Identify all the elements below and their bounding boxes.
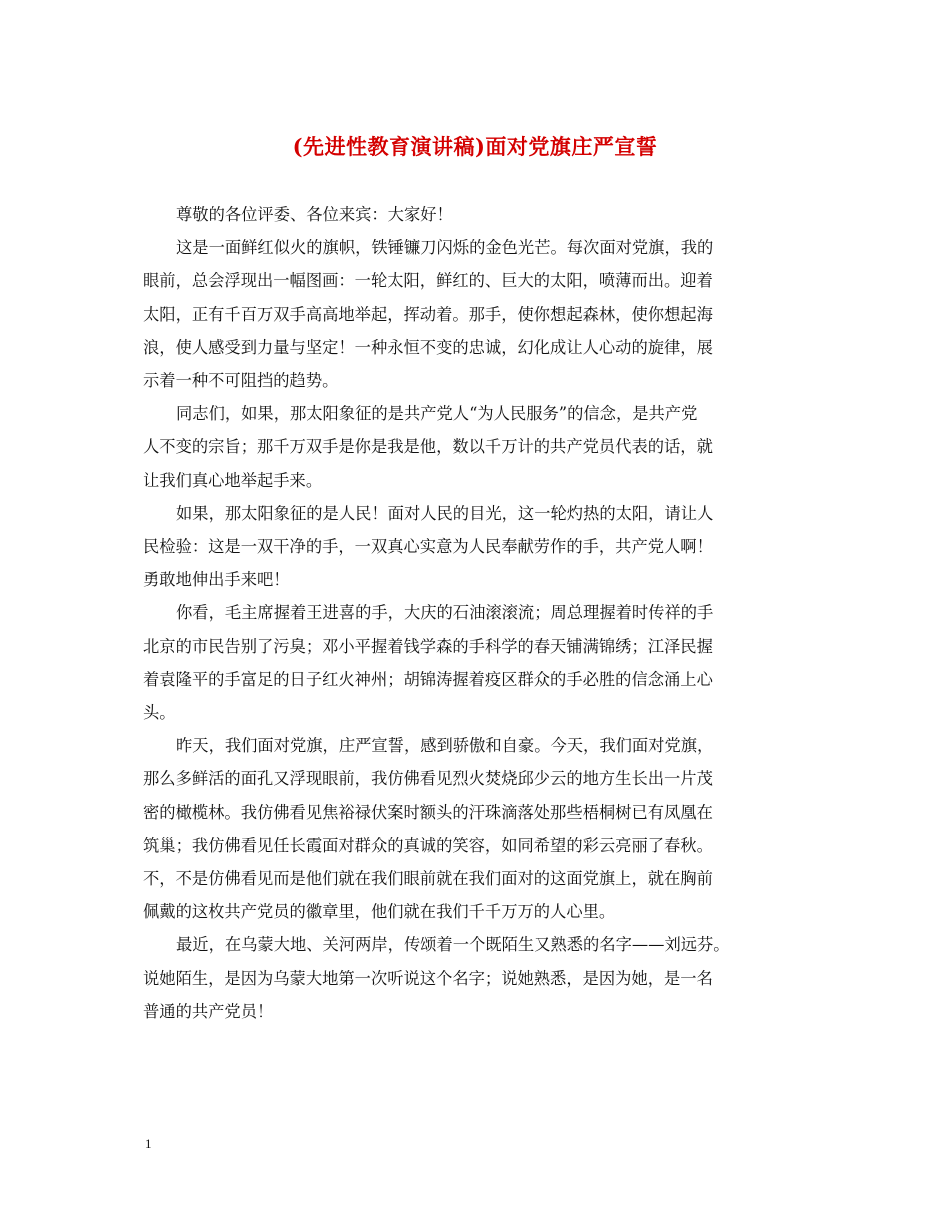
paragraph [143, 397, 813, 497]
paragraph [143, 231, 813, 397]
paragraph-line: 密的橄榄林。我仿佛看见焦裕禄伏案时额头的汗珠滴落处那些梧桐树已有凤凰在 [143, 802, 713, 822]
paragraph-line: 浪，使人感受到力量与坚定！一种永恒不变的忠诚，幻化成让人心动的旋律，展 [143, 337, 713, 357]
paragraph-line: 说她陌生，是因为乌蒙大地第一次听说这个名字；说她熟悉，是因为她，是一名 [143, 968, 713, 988]
paragraph [143, 596, 813, 729]
paragraph-line: 这是一面鲜红似火的旗帜，铁锤镰刀闪烁的金色光芒。每次面对党旗，我的 [176, 238, 714, 258]
paragraph-line: 你看，毛主席握着王进喜的手，大庆的石油滚滚流；周总理握着时传祥的手 [176, 603, 714, 623]
paragraph-line: 人不变的宗旨；那千万双手是你是我是他，数以千万计的共产党员代表的话，就 [143, 437, 713, 457]
paragraph-line: 如果，那太阳象征的是人民！面对人民的目光，这一轮灼热的太阳，请让人 [176, 503, 714, 523]
paragraph-line: 太阳，正有千百万双手高高地举起，挥动着。那手，使你想起森林，使你想起海 [143, 304, 713, 324]
paragraph-line: 佩戴的这枚共产党员的徽章里，他们就在我们千千万万的人心里。 [143, 902, 616, 922]
document-body [143, 198, 813, 1028]
paragraph-line: 让我们真心地举起手来。 [143, 470, 323, 490]
paragraph-line: 眼前，总会浮现出一幅图画：一轮太阳，鲜红的、巨大的太阳，喷薄而出。迎着 [143, 271, 713, 291]
paragraph [143, 729, 813, 928]
paragraph-line: 同志们，如果，那太阳象征的是共产党人“为人民服务”的信念，是共产党 [176, 404, 698, 424]
page-number: 1 [145, 1136, 152, 1151]
paragraph-line: 尊敬的各位评委、各位来宾：大家好！ [176, 205, 453, 224]
paragraph-line: 最近，在乌蒙大地、关河两岸，传颂着一个既陌生又熟悉的名字——刘远芬。 [176, 935, 730, 955]
document-title: (先进性教育演讲稿)面对党旗庄严宣誓 [292, 134, 658, 159]
paragraph-line: 那么多鲜活的面孔又浮现眼前，我仿佛看见烈火焚烧邱少云的地方生长出一片茂 [143, 769, 713, 789]
paragraph [143, 198, 813, 231]
paragraph [143, 928, 813, 1028]
paragraph-line: 示着一种不可阻挡的趋势。 [143, 371, 339, 391]
paragraph-line: 昨天，我们面对党旗，庄严宣誓，感到骄傲和自豪。今天，我们面对党旗， [176, 736, 714, 756]
paragraph [143, 497, 813, 597]
paragraph-line: 勇敢地伸出手来吧！ [143, 570, 290, 590]
paragraph-line: 不，不是仿佛看见而是他们就在我们眼前就在我们面对的这面党旗上，就在胸前 [143, 869, 713, 889]
paragraph-line: 头。 [143, 703, 176, 723]
paragraph-line: 着袁隆平的手富足的日子红火神州；胡锦涛握着疫区群众的手必胜的信念涌上心 [143, 669, 713, 689]
paragraph-line: 北京的市民告别了污臭；邓小平握着钱学森的手科学的春天铺满锦绣；江泽民握 [143, 636, 713, 656]
paragraph-line: 筑巢；我仿佛看见任长霞面对群众的真诚的笑容，如同希望的彩云亮丽了春秋。 [143, 835, 713, 855]
paragraph-line: 民检验：这是一双干净的手，一双真心实意为人民奉献劳作的手，共产党人啊！ [143, 537, 713, 557]
paragraph-line: 普通的共产党员！ [143, 1001, 274, 1021]
